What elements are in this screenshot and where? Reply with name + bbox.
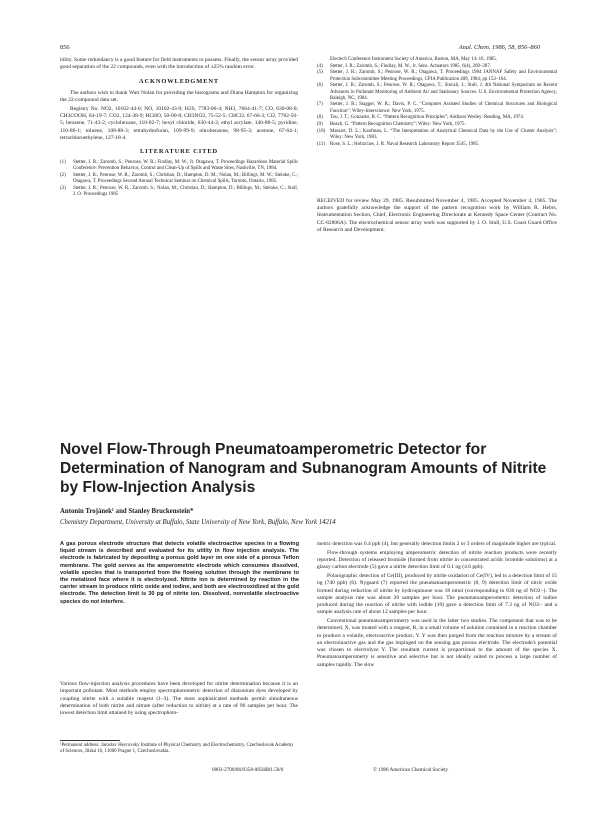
author-affiliation: Chemistry Department, University at Buffalo, State University of New York, Buffalo, New York 14214 (60, 519, 336, 526)
reference-item: (11) Rose, S. L.; Holtzclaw, J. R. Naval Research Laboratory Report 3545, 1985. (317, 141, 480, 147)
footnote-rule (60, 740, 120, 741)
reference-item: Electech Conference Instrument Society of America, Boston, MA, May 14–16, 1985. (330, 57, 497, 62)
acknowledgment-text: The authors wish to thank Wart Nolan for providing the histograms and Diana Hampton for organizing the 22-compound data set. (60, 89, 298, 103)
reference-item: (10) Massart, D. L.; Kaufman, L. “The Interpretation of Analytical Chemical Data by the Use of Cluster Analysis”; Wiley: New York, 1983. (317, 128, 557, 140)
prev-article-intro: bility. Some redundancy is a good feature for field instruments to possess. Finally, the sensor array provided good separation of the 22 compounds, even with the introduction of ±25% random error. (60, 57, 298, 71)
prev-article-right-column (317, 57, 557, 236)
copyright: © 1986 American Chemical Society (373, 767, 449, 773)
literature-cited-heading: LITERATURE CITED (139, 148, 219, 155)
page-number: 856 (60, 44, 70, 51)
prev-article-left-column (60, 57, 298, 199)
reference-item: (3) Stetter, J. R.; Penrose, W. R.; Zaromb, S.; Nolan, M.; Christian, D.; Hampton, D.; Billings, M.; Steinke, C.; Stull, J. O. Proceedings 1985 (60, 186, 298, 198)
article-code: 0003-2700/86/0358-0856$01.50/0 (212, 767, 284, 773)
reference-item: (8) Tou, J. T.; Gonzalez, R. C. “Pattern Recognition Principles”; Addison Wesley: Reading, MA, 1974. (317, 115, 525, 121)
body-paragraph: Polarographic detection of Ce(III), produced by nitrite oxidation of Ce(IV), led to a detection limit of 15 ng (740 ppb) (6). Nygaard (7) reported the pneumatoamperometric (8, 9) detection limit of nitric oxide formed during reduction of nitrite by hydroquinone was 18 nmol (corresponding to 830 ng of NO2−). The sample analysis rate was about 20 samples per hour. The pneumatoamperometric detection of iodine produced during the reaction of nitrite with iodide (10) gave a detection limit of 7.3 ng of NO2− and a sample analysis rate of about 12 samples per hour. (317, 573, 557, 616)
reference-item: (7) Stetter, J. R.; Stagger, W. R.; Davis, P. C. “Computer Assisted Studies of Chemical Structures and Biological Function”; Wiley-Interscience: New York, 1975. (317, 102, 557, 114)
acknowledgment-heading: ACKNOWLEDGMENT (138, 77, 220, 85)
abstract: A gas porous electrode structure that detects volatile electroactive species in a flowing liquid stream is described and evaluated for its utility in flow injection analysis. The electrode is fabricated by depositing a porous gold layer on one side of a porous Teflon membrane. The gold serves as the amperometric electrode which consumes dissolved, volatile species that is transported from the flowing solution through the membrane to the metalized face where it is electrolyzed. Nitrite ion is determined by reaction in the carrier stream to produce nitric oxide and iodine, and both are electrooxidized at the gold electrode. The detection limit is 30 pg of nitrite ion. Dissolved, nonvolatile electroactive species do not interfere. (60, 541, 299, 605)
body-paragraph: metric detection was 0.4 ppb (4), but generally detection limits 2 or 3 orders of magnitude higher are typical. (317, 541, 557, 547)
body-right-column (317, 541, 557, 670)
intro-left-column: Various flow-injection analysis procedures have been developed for nitrite determination because it is an important pollutant. Most methods employ spectrophotometric detection of diazonium dyes developed by coupling nitrite with a suitable reagent (1–3). The most sophisticated methods permit simultaneous determination of both nitrite and nitrate (after reduction to nitrite) at a rate of 90 samples per hour. The lowest detection limit attained by using spectrophoto- (60, 681, 298, 716)
journal-citation: Anal. Chem. 1986, 58, 856–860 (458, 44, 540, 51)
reference-item: (4) Stetter, J. R.; Zaromb, S.; Findlay, M. W., Jr. Sens. Actuators 1985, 6(4), 269–287. (317, 63, 492, 69)
reference-item: (6) Stetter, J. R.; Zaromb, S.; Penrose, W. R.; Otagawa, T.; Sincali, J.; Stull, J. 4th National Symposium on Recent Advances in Pollutant Monitoring of Ambient Air and Stationary Sources. U.S. Environmental Protection Agency, Raleigh, NC, 1984. (317, 83, 557, 101)
reference-item: (5) Stetter, J. R.; Zaromb, S.; Penrose, W. R.; Otagawa, T. Proceedings 1984 JANNAF Safety and Environmental Protection Subcommittee Meeting Proceedings, CPIA Publication 409, 1984; pp 153–164. (317, 70, 557, 82)
body-paragraph: Flow-through systems employing amperometric detection of nitrite reaction products were recently reported. Detection of released bromide (formed from nitrite in concentrated acidic bromide solutions) at a glassy carbon electrode (5) gave a nitrite detection limit of 0.1 ng (4.6 ppb). (317, 549, 557, 571)
received-note: RECEIVED for review May 29, 1985. Resubmitted November 4, 1985. Accepted November 4, 1985. The authors gratefully acknowledge the support of the pattern recognition work by William R. Hebrs, Instrumentation Section, Chief, Electronic Engineering Directorate at Kennedy Space Center (Contract No. CC-82806A). The electrochemical sensor array work was supported by J. O. Stull, U.S. Coast Guard Office of Research and Development. (317, 197, 557, 233)
reference-item: (1) Stetter, J. R.; Zaromb, S.; Penrose, W. R.; Findlay, M. W., Jr. Otagawa, T. Proceedings Hazardous Material Spills Conference: Prevention Behavior, Control and Clean-Up of Spills and Waste Sites, Nashville, TN, 1984. (60, 160, 298, 172)
author-list: Antonín Trojánek¹ and Stanley Bruckenstein* (60, 508, 194, 515)
registry-numbers: Registry No. NO2, 10102-44-0; NO, 10102-43-9; H2S, 7783-06-4; NH3, 7664-41-7; CO, 630-08-0; CH3COOH, 64-19-7; CO2, 124-38-9; HCHO, 50-00-0; CH3NO2, 75-52-5; CHCl3, 67-66-3; Cl2, 7782-50-5; benzene, 71-43-2; cyclohexane, 110-82-7; hexyl chloride, 630-44-2; ethyl acrylate, 140-88-5; pyridine, 110-86-1; toluene, 108-88-3; tetrahydrofuran, 109-99-9; nitrobenzene, 98-95-3; acetone, 67-64-1; tetrachloroethylene, 127-18-4. (60, 105, 298, 141)
body-paragraph: Conventional pneumatoamperometry was used in the latter two studies. The component that was to be determined, X, was treated with a reagent, R, in a small volume of solution contained in a reaction chamber to produce a volatile, electroactive product, Y. Y was then purged from the reaction mixture by a stream of an electroinactive gas and the gas impinged on the sensing gas porous electrode. The electrode's potential was chosen to electrolyze Y. The resultant current is proportional to the amount of the species X. Pneumatoamperometry is sensitive and selective but is not ideally suited to process a large number of samples rapidly. The slow (317, 618, 557, 668)
reference-item: (9) Beach, G. “Pattern Recognition Chemistry”; Wiley: New York, 1975. (317, 122, 466, 128)
reference-item: (2) Stetter, J. R.; Penrose, W. R.; Zaromb, S.; Christian, D.; Hampton, D. M.; Nolan, M.; Billings, M. W.; Steinke, C.; Otagawa, T. Proceedings Second Annual Technical Seminar on Chemical Spills, Toronto, Ontario, 1985. (60, 173, 298, 185)
permanent-address-footnote: ¹Permanent address: Jaroslav Heyrovsky Institute of Physical Chemistry and Electrochemistry, Czechoslovak Academy of Sciences, Jilská 16, 11000 Prague 1, Czechoslovakia. (60, 743, 294, 755)
article-title: Novel Flow-Through Pneumatoamperometric Detector for Determination of Nanogram and Subnanogram Amounts of Nitrite by Flow-Injection Analysis (60, 441, 547, 497)
